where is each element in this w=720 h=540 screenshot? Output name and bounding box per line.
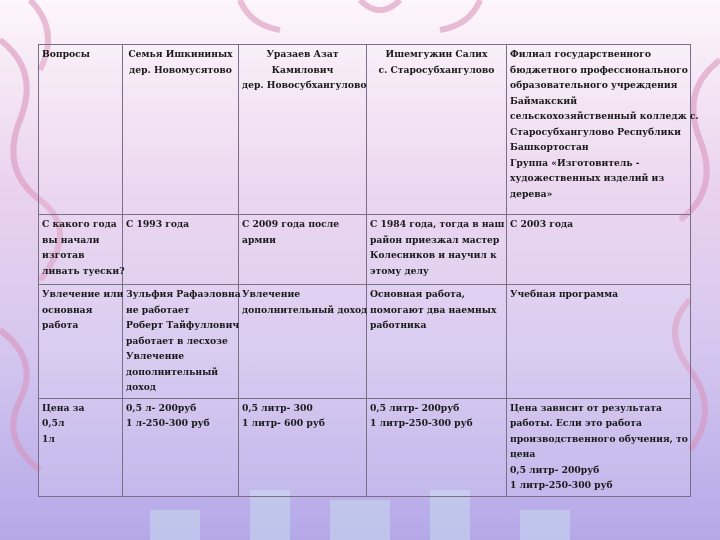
cell-text-line: Цена зависит от результата — [510, 402, 662, 414]
cell-text-line: С 1993 года — [126, 219, 190, 230]
table-row-hobby — [39, 285, 691, 399]
crafts-info-table — [38, 44, 699, 497]
cell-price-ishemguzhin — [367, 398, 507, 496]
cell-hobby-ishkinin — [123, 285, 239, 399]
cell-text-line: работает в лесхозе — [126, 335, 228, 347]
cell-text-line: этому делу — [370, 265, 429, 277]
cell-text-line: С какого года — [42, 219, 117, 230]
cell-text-line: Учебная программа — [510, 289, 619, 300]
cell-text-line: доход — [126, 382, 156, 393]
cell-text-line: Группа «Изготовитель - — [510, 157, 640, 169]
cell-text-line: Филиал государственного — [510, 49, 652, 60]
cell-header-ishkinin-family — [123, 45, 239, 215]
cell-header-urazaev — [239, 45, 367, 215]
cell-text-line: 1л — [42, 433, 55, 445]
cell-text-line: С 1984 года, тогда в наш — [370, 219, 505, 230]
cell-text-line: дерева» — [510, 188, 553, 200]
cell-text-line: работа — [42, 320, 79, 331]
cell-text-line: Роберт Тайфуллович — [126, 320, 240, 331]
cell-text-line: 0,5 л- 200руб — [126, 402, 197, 414]
cell-text-line: Семья Ишкининых — [128, 49, 233, 60]
cell-text-line: образовательного учреждения — [510, 80, 678, 91]
cell-text-line: Баймакский — [510, 95, 578, 107]
cell-text-line: производственного обучения, то — [510, 433, 688, 445]
cell-since-ishkinin — [123, 215, 239, 285]
cell-text-line: помогают два наемных — [370, 304, 497, 316]
cell-hobby-urazaev — [239, 285, 367, 399]
cell-text-line: работника — [370, 320, 427, 331]
cell-text-line: Цена за — [42, 402, 85, 414]
cell-text-line: 0,5 литр- 300 — [242, 402, 313, 414]
cell-text-line: Увлечение — [126, 351, 185, 362]
cell-price-question — [39, 398, 123, 496]
cell-header-questions — [39, 45, 123, 215]
cell-text-line: Уразаев Азат — [266, 49, 339, 60]
cell-price-urazaev — [239, 398, 367, 496]
cell-text-line: Старосубхангулово Республики — [510, 126, 681, 138]
cell-text-line: дер. Новомусятово — [129, 64, 232, 76]
cell-since-urazaev — [239, 215, 367, 285]
cell-text-line: с. Старосубхангулово — [378, 64, 495, 76]
cell-text-line: 0,5л — [42, 418, 65, 429]
cell-text-line: изготав — [42, 250, 85, 261]
cell-text-line: работы. Если это работа — [510, 418, 642, 429]
cell-text-line: Увлечение — [242, 289, 301, 300]
cell-hobby-college — [507, 285, 691, 399]
cell-text-line: 0,5 литр- 200руб — [510, 464, 600, 476]
cell-text-line: не работает — [126, 304, 190, 316]
table-row-header — [39, 45, 691, 215]
cell-text-line: бюджетного профессионального — [510, 64, 688, 76]
cell-text-line: 0,5 литр- 200руб — [370, 402, 460, 414]
cell-text-line: С 2009 года после — [242, 219, 340, 230]
cell-text-line: район приезжал мастер — [370, 234, 500, 246]
cell-text-line: 1 литр-250-300 руб — [370, 418, 473, 429]
cell-text-line: Вопросы — [42, 49, 90, 60]
cell-text-line: 1 литр-250-300 руб — [510, 480, 613, 491]
cell-header-ishemguzhin — [367, 45, 507, 215]
table-row-price — [39, 398, 691, 496]
cell-text-line: 1 литр- 600 руб — [242, 418, 325, 429]
cell-text-line: 1 л-250-300 руб — [126, 418, 210, 429]
cell-text-line: художественных изделий из — [510, 173, 665, 184]
cell-text-line: Увлечение или — [42, 289, 124, 300]
cell-text-line: цена — [510, 449, 536, 460]
info-table-container — [38, 44, 699, 497]
cell-hobby-ishemguzhin — [367, 285, 507, 399]
cell-since-college — [507, 215, 691, 285]
cell-text-line: ливать туески? — [42, 265, 125, 277]
cell-text-line: Камилович — [271, 64, 334, 76]
cell-hobby-question — [39, 285, 123, 399]
cell-text-line: Зульфия Рафаэловна — [126, 289, 241, 300]
cell-text-line: С 2003 года — [510, 219, 574, 230]
cell-text-line: сельскохозяйственный колледж с. — [510, 111, 699, 122]
cell-price-college — [507, 398, 691, 496]
cell-text-line: дополнительный доход — [242, 304, 368, 316]
cell-price-ishkinin — [123, 398, 239, 496]
cell-header-college — [507, 45, 699, 215]
cell-text-line: дополнительный — [126, 366, 219, 378]
cell-text-line: Колесников и научил к — [370, 250, 497, 261]
cell-text-line: вы начали — [42, 234, 100, 246]
cell-text-line: основная — [42, 304, 93, 316]
cell-text-line: Башкортостан — [510, 142, 589, 153]
cell-since-question — [39, 215, 123, 285]
cell-text-line: армии — [242, 234, 276, 246]
cell-text-line: Основная работа, — [370, 289, 465, 300]
cell-text-line: Ишемгужин Салих — [385, 49, 488, 60]
cell-text-line: дер. Новосубхангулово — [242, 80, 367, 91]
cell-since-ishemguzhin — [367, 215, 507, 285]
table-row-since — [39, 215, 691, 285]
